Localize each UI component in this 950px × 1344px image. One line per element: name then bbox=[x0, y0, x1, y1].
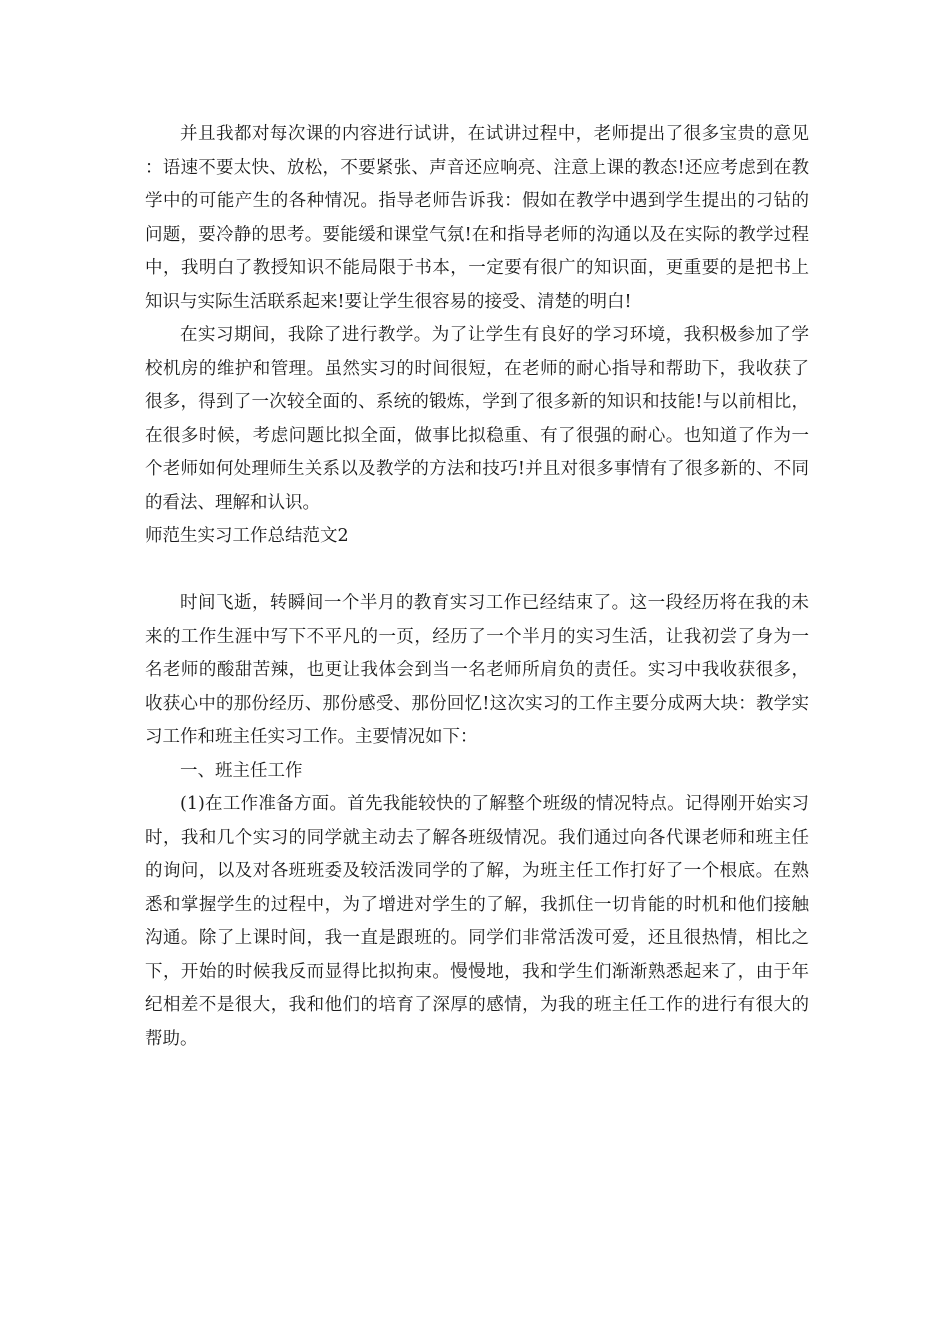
heading-class-teacher-work: 一、班主任工作 bbox=[180, 760, 303, 781]
paragraph-time-flies: 时间飞逝，转瞬间一个半月的教育实习工作已经结束了。这一段经历将在我的未来的工作生涯中写下不平凡的一页，经历了一个半月的实习生活，让我初尝了身为一名老师的酸甜苦辣，也更让我体会到当一名老师所肩负的责任。实习中我收获很多，收获心中的那份经历、那份感受、那份回忆!这次实习的工作主要分成两大块：教学实习工作和班主任实习工作。主要情况如下： bbox=[145, 593, 809, 747]
paragraph-trial-lecture: 并且我都对每次课的内容进行试讲，在试讲过程中，老师提出了很多宝贵的意见：语速不要太快、放松，不要紧张、声音还应响亮、注意上课的教态!还应考虑到在教学中的可能产生的各种情况。指导老师告诉我：假如在教学中遇到学生提出的刁钻的问题，要冷静的思考。要能缓和课堂气氛!在和指导老师的沟通以及在实际的教学过程中，我明白了教授知识不能局限于书本，一定要有很广的知识面，更重要的是把书上知识与实际生活联系起来!要让学生很容易的接受、清楚的明白! bbox=[145, 124, 809, 312]
document-body bbox=[145, 118, 809, 1056]
blank-line bbox=[145, 554, 809, 588]
paragraph-internship-period: 在实习期间，我除了进行教学。为了让学生有良好的学习环境，我积极参加了学校机房的维护和管理。虽然实习的时间很短，在老师的耐心指导和帮助下，我收获了很多，得到了一次较全面的、系统的锻炼，学到了很多新的知识和技能!与以前相比，在很多时候，考虑问题比拟全面，做事比拟稳重、有了很强的耐心。也知道了作为一个老师如何处理师生关系以及教学的方法和技巧!并且对很多事情有了很多新的、不同的看法、理解和认识。 bbox=[145, 325, 809, 513]
paragraph-work-preparation: (1)在工作准备方面。首先我能较快的了解整个班级的情况特点。记得刚开始实习时，我和几个实习的同学就主动去了解各班级情况。我们通过向各代课老师和班主任的询问，以及对各班班委及较活泼同学的了解，为班主任工作打好了一个根底。在熟悉和掌握学生的过程中，为了增进对学生的了解，我抓住一切肯能的时机和他们接触沟通。除了上课时间，我一直是跟班的。同学们非常活泼可爱，还且很热情，相比之下，开始的时候我反而显得比拟拘束。慢慢地，我和学生们渐渐熟悉起来了，由于年纪相差不是很大，我和他们的培育了深厚的感情，为我的班主任工作的进行有很大的帮助。 bbox=[145, 794, 809, 1049]
section-title: 师范生实习工作总结范文2 bbox=[145, 526, 349, 546]
